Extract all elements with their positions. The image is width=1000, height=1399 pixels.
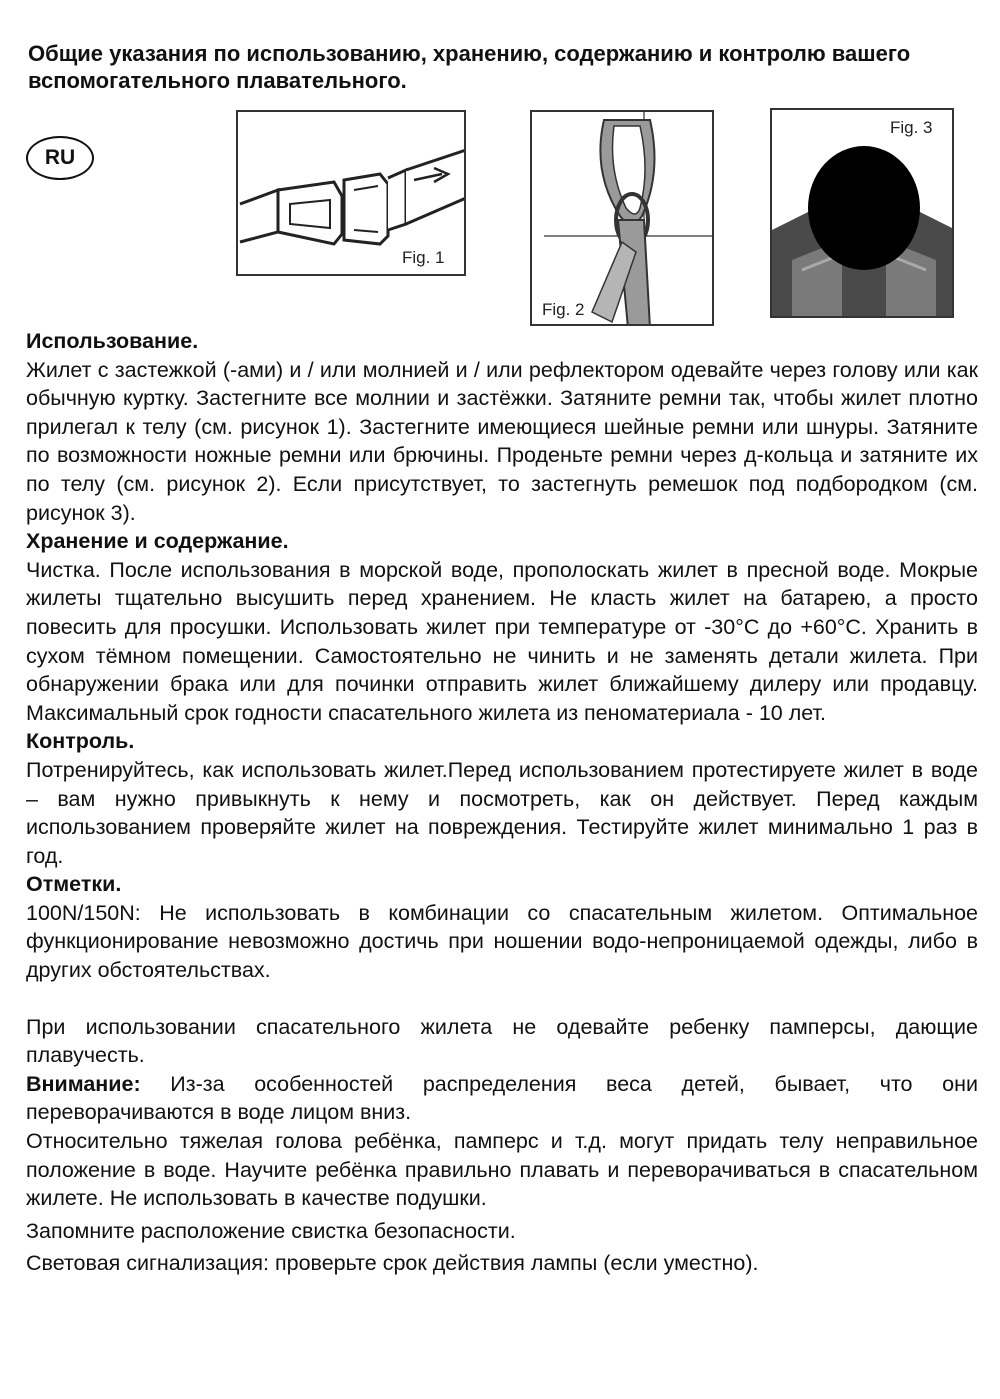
figure-1-label: Fig. 1 [402, 248, 445, 267]
diapers-text: При использовании спасательного жилета не одевайте ребенку памперсы, дающие плавучесть. [26, 1014, 978, 1068]
figure-3-label: Fig. 3 [890, 118, 933, 137]
light-text: Световая сигнализация: проверьте срок действия лампы (если уместно). [26, 1251, 759, 1276]
figure-1 [236, 110, 466, 276]
instructions-body [26, 327, 978, 1278]
usage-text: Жилет с застежкой (-ами) и / или молнией и / или рефлектором одевайте через голову или как обычную куртку. Застегните все молнии и застёжки. Затяните ремни так, чтобы жилет плотно прилегал к телу (см. рисунок 1). Застегните имеющиеся шейные ремни или шнуры. Затяните по возможности ножные ремни или брючины. Проденьте ремни через д-кольца и затяните их по телу (см. рисунок 2). Если присутствует, то застегнуть ремешок под подбородком (см. рисунок 3). [26, 357, 978, 525]
storage-text: Чистка. После использования в морской воде, прополоскать жилет в пресной воде. Мокрые жилеты тщательно высушить перед хранением. Не класть жилет на батарею, а просто повесить для просушки. Использовать жилет при температуре от -30°C до +60°C. Хранить в сухом тёмном помещении. Самостоятельно не чинить и не заменять детали жилета. При обнаружении брака или для починки отправить жилет ближайшему дилеру или продавцу. Максимальный срок годности спасательного жилета из пеноматериала - 10 лет. [26, 557, 978, 725]
figure-3 [770, 108, 954, 318]
usage-heading: Использование. [26, 329, 199, 353]
d-ring-strap-illustration [532, 112, 714, 326]
figure-2 [530, 110, 714, 326]
storage-heading: Хранение и содержание. [26, 529, 289, 554]
whistle-text: Запомните расположение свистка безопасности. [26, 1218, 516, 1243]
page-title: Общие указания по использованию, хранению, содержанию и контролю вашего вспомогательного плавательного. [28, 41, 911, 93]
attention-text: Из-за особенностей распределения веса детей, бывает, что они переворачиваются в воде лицом вниз. [26, 1071, 978, 1125]
language-badge: RU [26, 136, 94, 180]
head-weight-text: Относительно тяжелая голова ребёнка, памперс и т.д. могут придать телу неправильное положение в воде. Научите ребёнка правильно плавать и переворачиваться в спасательном жилете. Не использовать в качестве подушки. [26, 1129, 978, 1211]
attention-label: Внимание: [26, 1071, 141, 1096]
notes-heading: Отметки. [26, 872, 122, 897]
chin-strap-illustration [772, 110, 954, 318]
notes-text: 100N/150N: Не использовать в комбинации со спасательным жилетом. Оптимальное функционирование невозможно достичь при ношении водо-непроницаемой одежды, либо в других обстоятельствах. [26, 900, 978, 983]
control-heading: Контроль. [26, 729, 135, 754]
paragraph-spacer [26, 985, 978, 1013]
figure-2-label: Fig. 2 [542, 300, 585, 319]
attention-paragraph [26, 1070, 978, 1127]
control-text: Потренируйтесь, как использовать жилет.Перед использованием протестируете жилет в воде – вам нужно привыкнуть к нему и посмотреть, как он действует. Перед каждым использованием проверяйте жилет на повреждения. Тестируйте жилет минимально 1 раз в год. [26, 757, 978, 868]
